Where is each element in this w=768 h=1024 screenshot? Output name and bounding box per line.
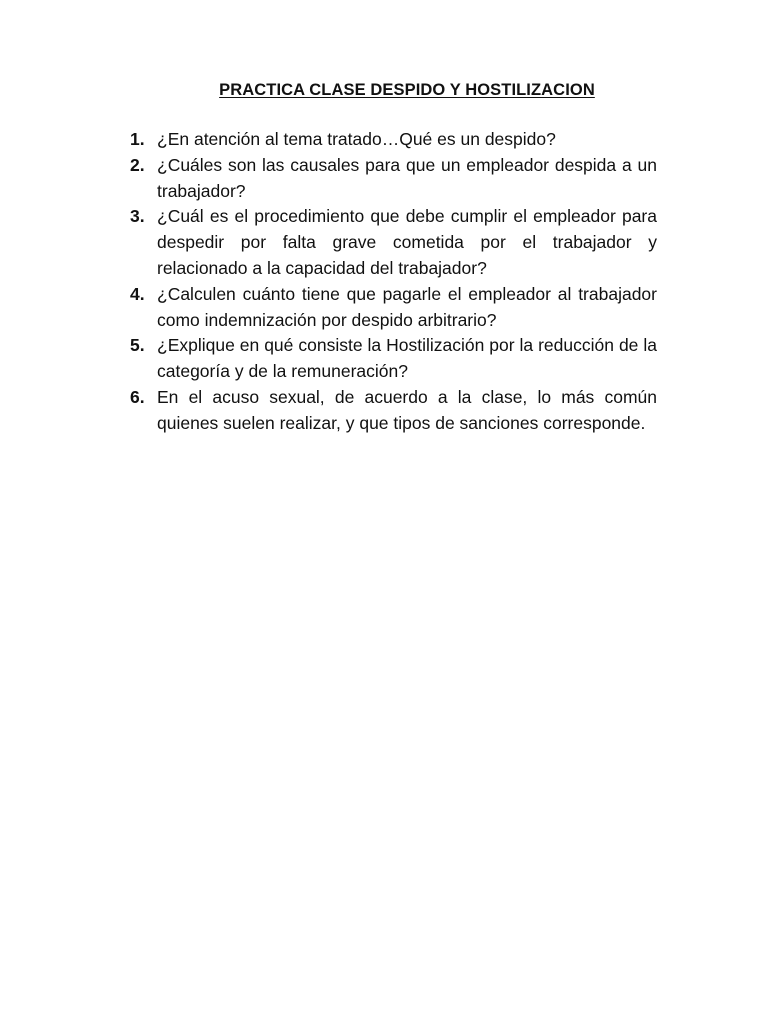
question-number: 4. xyxy=(130,283,145,304)
question-text: En el acuso sexual, de acuerdo a la clase, lo más común quienes suelen realizar, y que tipos de sanciones corresponde. xyxy=(157,386,657,433)
question-text: ¿Explique en qué consiste la Hostilización por la reducción de la categoría y de la remuneración? xyxy=(157,335,657,382)
question-item-4 xyxy=(130,282,657,334)
question-text: ¿En atención al tema tratado…Qué es un despido? xyxy=(157,129,556,149)
question-number: 5. xyxy=(130,335,145,356)
question-item-1 xyxy=(130,127,657,153)
question-list xyxy=(130,127,657,437)
question-text: ¿Cuáles son las causales para que un empleador despida a un trabajador? xyxy=(157,154,657,201)
question-text: ¿Calculen cuánto tiene que pagarle el empleador al trabajador como indemnización por despido arbitrario? xyxy=(157,283,657,330)
question-item-5 xyxy=(130,333,657,385)
question-number: 3. xyxy=(130,206,145,227)
question-number: 1. xyxy=(130,129,145,149)
question-number: 6. xyxy=(130,386,145,407)
question-number: 2. xyxy=(130,154,145,175)
question-item-3 xyxy=(130,204,657,281)
question-item-2 xyxy=(130,153,657,205)
question-item-6 xyxy=(130,385,657,437)
document-title: PRACTICA CLASE DESPIDO Y HOSTILIZACION xyxy=(219,81,595,99)
question-text: ¿Cuál es el procedimiento que debe cumplir el empleador para despedir por falta grave cometida por el trabajador y relacionado a la capacidad del trabajador? xyxy=(157,206,657,278)
